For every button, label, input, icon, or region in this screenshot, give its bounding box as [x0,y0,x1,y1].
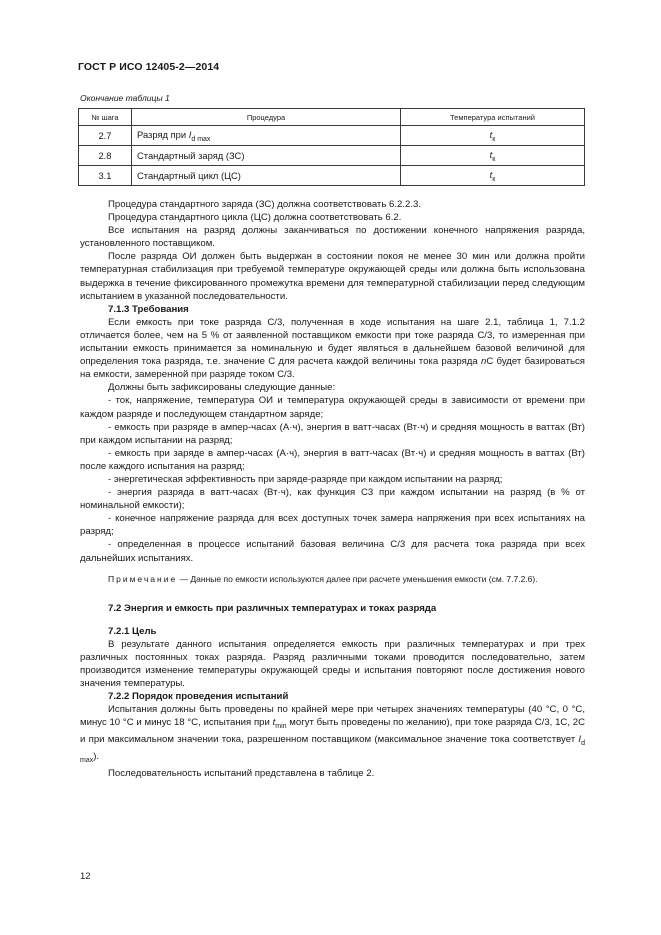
list-item: - ток, напряжение, температура ОИ и температура окружающей среды в зависимости от времени при каждом разряде и последующем стандартном заряде; [80,395,585,420]
col-header-temperature: Температура испытаний [401,109,585,126]
table-row [79,146,585,166]
section-heading-7-1-3: 7.1.3 Требования [108,303,189,315]
cell-procedure: Разряд при $I_{d max}$ [132,126,401,146]
section-heading-7-2-2: 7.2.2 Порядок проведения испытаний [108,691,289,703]
paragraph: Процедура стандартного заряда (ЗС) должна соответствовать 6.2.2.3. [108,199,421,210]
cell-temperature: $t_к$ [401,166,585,186]
col-header-procedure: Процедура [132,109,401,126]
document-header: ГОСТ Р ИСО 12405-2—2014 [78,61,220,73]
paragraph: В результате данного испытания определяется емкость при различных температурах и при трех различных постоянных токах разряда. Разряд различными токами проводится последовательно, затем производится изменение температуры окружающей среды и испытания повторяют после достижения нового значения температуры. [80,638,585,690]
paragraph: После разряда ОИ должен быть выдержан в состоянии покоя не менее 30 мин или должна пройти температурная стабилизация при требуемой температуре окружающей среды или должна быть использована выдержка в течение фиксированного промежутка времени для температурной стабилизации перед следующим испытанием в указанной последовательности. [80,251,585,302]
cell-step: 2.8 [79,146,132,166]
col-header-step: № шага [79,109,132,126]
cell-step: 3.1 [79,166,132,186]
paragraph: Должны быть зафиксированы следующие данные: [108,382,336,394]
section-heading-7-2-1: 7.2.1 Цель [108,625,157,637]
list-item: - емкость при разряде в ампер-часах (А·ч), энергия в ватт-часах (Вт·ч) и средняя мощность в ваттах (Вт) при каждом испытании на разряд; [80,421,585,446]
list-item: - конечное напряжение разряда для всех доступных точек замера напряжения при всех испытаниях на разряд; [80,513,585,538]
table-1 [78,108,585,186]
section-heading-7-2: 7.2 Энергия и емкость при различных температурах и токах разряда [108,602,437,614]
list-item: - емкость при заряде в ампер-часах (А·ч), энергия в ватт-часах (Вт·ч) и средняя мощность в ваттах (Вт) после каждого испытания на разряд; [80,447,585,472]
cell-temperature: $t_к$ [401,146,585,166]
paragraph: Если емкость при токе разряда C/3, полученная в ходе испытания на шаге 2.1, таблица 1, 7.1.2 отличается более, чем на 5 % от заявленной поставщиком емкости при токе разряда C/3, то измеренная при испытании емкость принимается за номинальную и будет являться в дальнейшем базовой величиной для определения тока разряда, т.е. значение C для расчета каждой величины тока разряда nC будет базироваться на емкости, замеренной при разряде током C/3. [80,316,585,381]
page-number: 12 [80,871,91,882]
table-header-row [79,109,585,126]
paragraph: Последовательность испытаний представлена в таблице 2. [108,768,375,780]
cell-procedure: Стандартный заряд (ЗС) [132,146,401,166]
cell-temperature: $t_к$ [401,126,585,146]
table-caption: Окончание таблицы 1 [80,93,170,103]
paragraph: Процедура стандартного цикла (ЦС) должна соответствовать 6.2. [108,212,402,224]
table-row [79,166,585,186]
cell-procedure: Стандартный цикл (ЦС) [132,166,401,186]
list-item: - энергия разряда в ватт-часах (Вт·ч), как функция C3 при каждом испытании на разряд (в % от номинальной емкости); [80,487,585,512]
paragraph: Испытания должны быть проведены по крайней мере при четырех значениях температуры (40 °C, 0 °C, минус 10 °C и минус 18 °C, испытания при $t_{min}$ могут быть проведены по желанию), при токе разряда C/3, 1C, 2C и при максимальном значении тока, разрешенном поставщиком (максимальное значение тока соответствует $I_{d max}$). [80,704,585,765]
cell-step: 2.7 [79,126,132,146]
paragraph: Все испытания на разряд должны заканчиваться по достижении конечного напряжения разряда, установленного поставщиком. [80,225,585,250]
note: Примечание — Данные по емкости используются далее при расчете уменьшения емкости (см. 7.7.2.6). [108,573,538,584]
list-item: - энергетическая эффективность при заряде-разряде при каждом испытании на разряд; [108,473,503,485]
table-row [79,126,585,146]
document-body [80,198,585,781]
list-item: - определенная в процессе испытаний базовая величина C/3 для расчета тока разряда при всех дальнейших испытаниях. [80,539,585,564]
